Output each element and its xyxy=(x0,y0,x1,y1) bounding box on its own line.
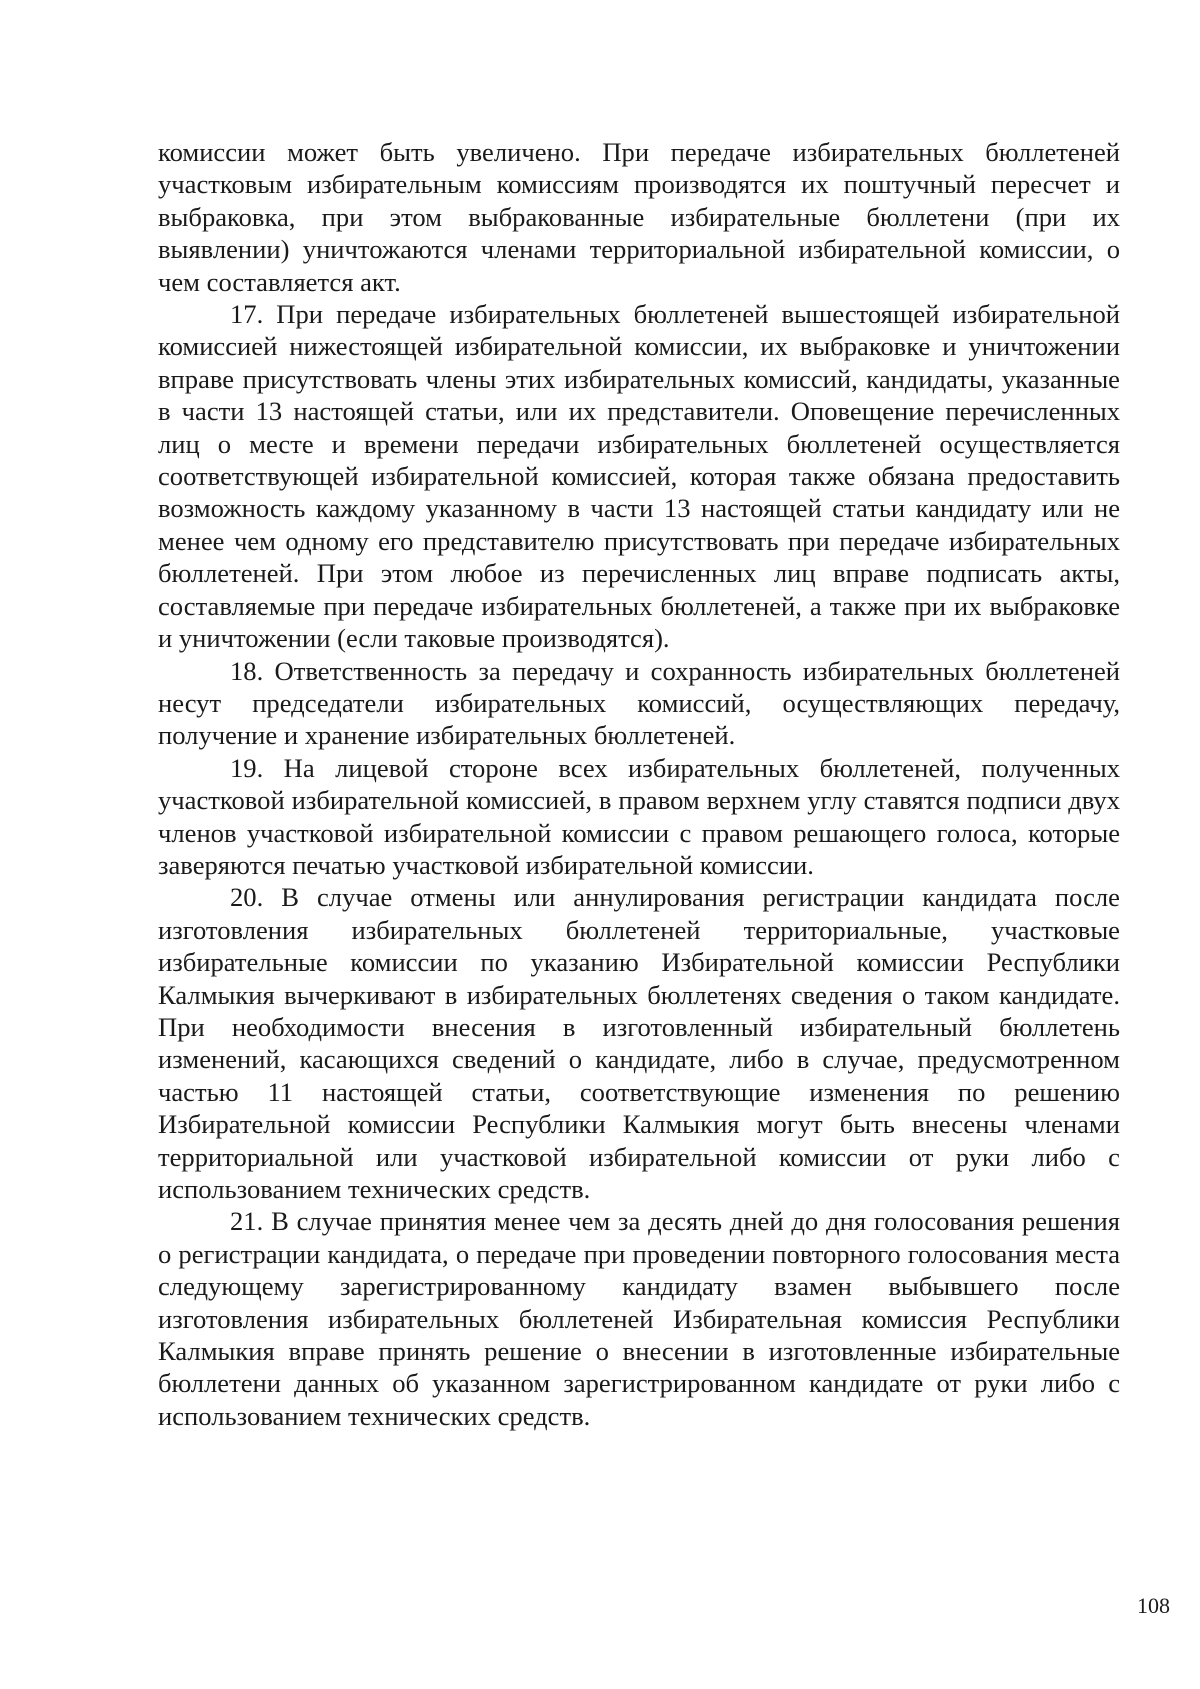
paragraph-21: 21. В случае принятия менее чем за десять дней до дня голосования решения о регистрации кандидата, о передаче при проведении повторного голосования места следующему зарегистрированному кандидату взамен выбывшего после изготовления избирательных бюллетеней Избирательная комиссия Республики Калмыкия вправе принять решение о внесении в изготовленные избирательные бюллетени данных об указанном зарегистрированном кандидате от руки либо с использованием технических средств. xyxy=(158,1206,1120,1431)
paragraph-19: 19. На лицевой стороне всех избирательных бюллетеней, полученных участковой избирательной комиссией, в правом верхнем углу ставятся подписи двух членов участковой избирательной комиссии с правом решающего голоса, которые заверяются печатью участковой избирательной комиссии. xyxy=(158,752,1120,880)
paragraph-continuation: комиссии может быть увеличено. При передаче избирательных бюллетеней участковым избирательным комиссиям производятся их поштучный пересчет и выбраковка, при этом выбракованные избирательные бюллетени (при их выявлении) уничтожаются членами территориальной избирательной комиссии, о чем составляется акт. xyxy=(158,137,1120,297)
paragraph-18: 18. Ответственность за передачу и сохранность избирательных бюллетеней несут председатели избирательных комиссий, осуществляющих передачу, получение и хранение избирательных бюллетеней. xyxy=(158,655,1120,751)
paragraph-17: 17. При передаче избирательных бюллетеней вышестоящей избирательной комиссией нижестоящей избирательной комиссии, их выбраковке и уничтожении вправе присутствовать члены этих избирательных комиссий, кандидаты, указанные в части 13 настоящей статьи, или их представители. Оповещение перечисленных лиц о месте и времени передачи избирательных бюллетеней осуществляется соответствующей избирательной комиссией, которая также обязана предоставить возможность каждому указанному в части 13 настоящей статьи кандидату или не менее чем одному его представителю присутствовать при передаче избирательных бюллетеней. При этом любое из перечисленных лиц вправе подписать акты, составляемые при передаче избирательных бюллетеней, а также при их выбраковке и уничтожении (если таковые производятся). xyxy=(158,299,1120,654)
document-body xyxy=(158,136,1120,1432)
paragraph-20: 20. В случае отмены или аннулирования регистрации кандидата после изготовления избирательных бюллетеней территориальные, участковые избирательные комиссии по указанию Избирательной комиссии Республики Калмыкия вычеркивают в избирательных бюллетенях сведения о таком кандидате. При необходимости внесения в изготовленный избирательный бюллетень изменений, касающихся сведений о кандидате, либо в случае, предусмотренном частью 11 настоящей статьи, соответствующие изменения по решению Избирательной комиссии Республики Калмыкия могут быть внесены членами территориальной или участковой избирательной комиссии от руки либо с использованием технических средств. xyxy=(158,882,1120,1204)
page-number: 108 xyxy=(1137,1593,1170,1618)
